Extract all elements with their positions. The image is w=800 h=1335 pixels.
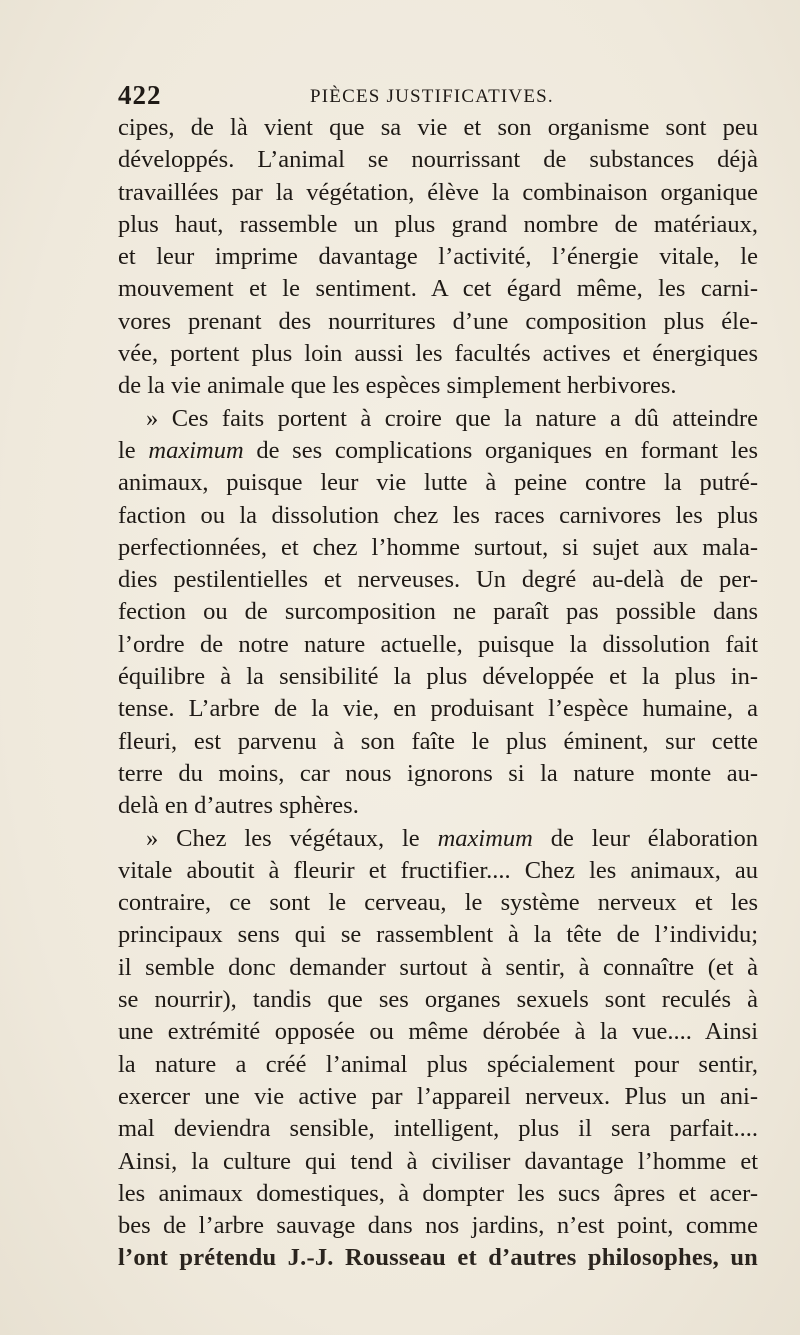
paragraph-start-line: » Ces faits portent à croire que la nature a dû atteindre xyxy=(146,404,758,432)
text-line: mouvement et le sentiment. A cet égard même, les carni- xyxy=(118,275,758,303)
text-line: delà en d’autres sphères. xyxy=(118,792,359,820)
text-fragment: de ses complications organiques en formant les xyxy=(243,436,758,464)
text-line: tense. L’arbre de la vie, en produisant l’espèce humaine, a xyxy=(118,695,758,723)
text-line: vores prenant des nourritures d’une composition plus éle- xyxy=(118,307,758,335)
text-line: bes de l’arbre sauvage dans nos jardins, n’est point, comme xyxy=(118,1212,758,1240)
text-line: fleuri, est parvenu à son faîte le plus éminent, sur cette xyxy=(118,727,758,755)
text-fragment: de leur élaboration xyxy=(532,824,759,852)
text-line: et leur imprime davantage l’activité, l’énergie vitale, le xyxy=(118,243,758,271)
text-line: terre du moins, car nous ignorons si la nature monte au- xyxy=(118,759,758,787)
text-line: se nourrir), tandis que ses organes sexuels sont reculés à xyxy=(118,986,758,1014)
italic-term: maximum xyxy=(148,436,244,464)
text-line: développés. L’animal se nourrissant de substances déjà xyxy=(118,146,758,174)
text-line: animaux, puisque leur vie lutte à peine contre la putré- xyxy=(118,469,758,497)
text-fragment: » Chez les végétaux, le xyxy=(146,824,438,852)
text-line: Ainsi, la culture qui tend à civiliser davantage l’homme et xyxy=(118,1147,758,1175)
text-fragment: le xyxy=(118,436,149,464)
text-line: les animaux domestiques, à dompter les sucs âpres et acer- xyxy=(118,1179,758,1207)
italic-term: maximum xyxy=(437,824,533,852)
text-line: cipes, de là vient que sa vie et son organisme sont peu xyxy=(118,114,758,141)
text-line: la nature a créé l’animal plus spécialement pour sentir, xyxy=(118,1050,758,1078)
page-header xyxy=(118,74,758,114)
text-line: équilibre à la sensibilité la plus développée et la plus in- xyxy=(118,663,758,691)
text-line xyxy=(118,435,758,467)
text-line: exercer une vie active par l’appareil nerveux. Plus un ani- xyxy=(118,1082,758,1110)
body-text xyxy=(118,112,758,1275)
text-line: il semble donc demander surtout à sentir, à connaître (et à xyxy=(118,953,758,981)
text-line: travaillées par la végétation, élève la combinaison organique xyxy=(118,178,758,206)
text-line: l’ordre de notre nature actuelle, puisque la dissolution fait xyxy=(118,630,758,658)
text-line: une extrémité opposée ou même dérobée à la vue.... Ainsi xyxy=(118,1018,758,1046)
text-line: mal deviendra sensible, intelligent, plus il sera parfait.... xyxy=(118,1115,758,1143)
text-line: contraire, ce sont le cerveau, le système nerveux et les xyxy=(118,889,758,917)
text-line: l’ont prétendu J.-J. Rousseau et d’autres philosophes, un xyxy=(118,1244,758,1272)
text-line: dies pestilentielles et nerveuses. Un degré au-delà de per- xyxy=(118,566,758,594)
text-line: plus haut, rassemble un plus grand nombre de matériaux, xyxy=(118,210,758,238)
paragraph-start-line xyxy=(118,823,758,855)
text-line: perfectionnées, et chez l’homme surtout, si sujet aux mala- xyxy=(118,533,758,561)
text-line: faction ou la dissolution chez les races carnivores les plus xyxy=(118,501,758,529)
text-line: de la vie animale que les espèces simplement herbivores. xyxy=(118,372,677,400)
text-line: principaux sens qui se rassemblent à la tête de l’individu; xyxy=(118,921,758,949)
running-title: PIÈCES JUSTIFICATIVES. xyxy=(310,86,554,107)
text-line: fection ou de surcomposition ne paraît pas possible dans xyxy=(118,598,758,626)
page-number: 422 xyxy=(118,80,162,110)
text-line: vée, portent plus loin aussi les facultés actives et énergiques xyxy=(118,340,758,368)
text-line: vitale aboutit à fleurir et fructifier.... Chez les animaux, au xyxy=(118,856,758,884)
